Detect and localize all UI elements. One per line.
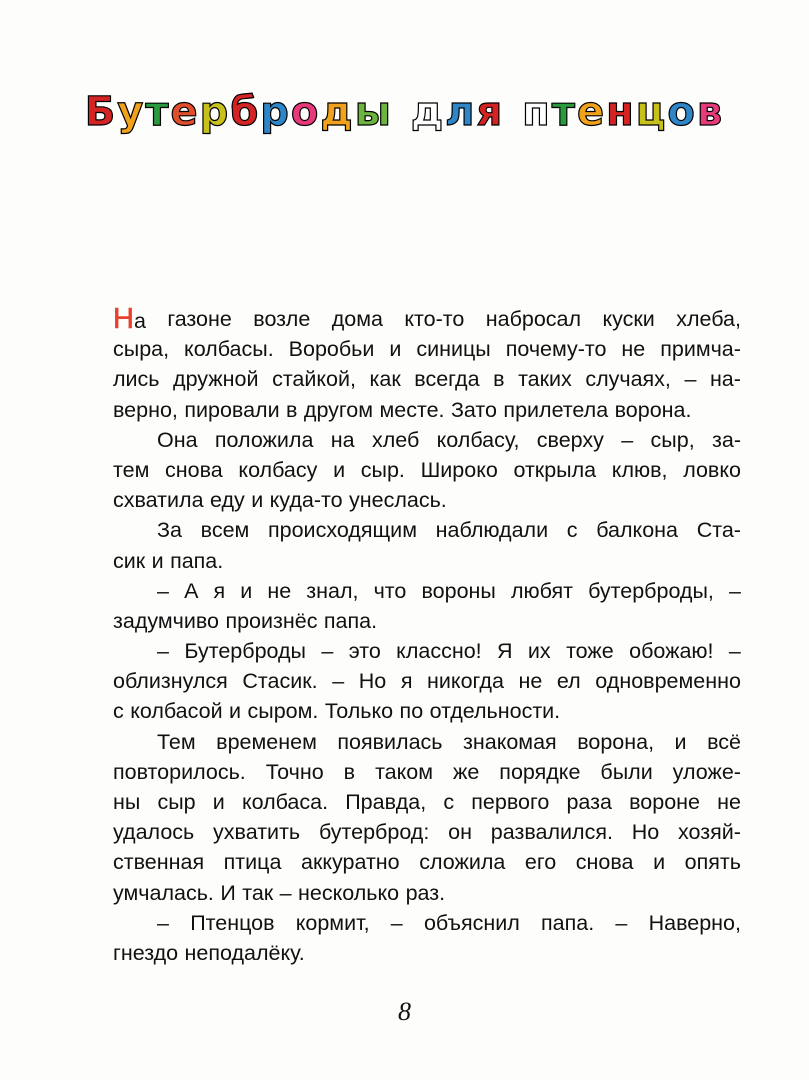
text-line bbox=[113, 878, 741, 908]
word: колбаса. bbox=[241, 790, 329, 814]
word: порядке bbox=[499, 759, 581, 784]
word: дома bbox=[331, 307, 383, 331]
word: задумчиво bbox=[113, 608, 219, 633]
word: и bbox=[212, 790, 225, 814]
word: другом bbox=[303, 397, 374, 422]
word: его bbox=[524, 850, 557, 875]
story-text bbox=[113, 304, 741, 968]
title-letter: д bbox=[320, 89, 355, 135]
word: дружной bbox=[173, 367, 259, 392]
word: не bbox=[518, 669, 543, 694]
word: таком bbox=[375, 759, 434, 784]
word: колбасу bbox=[238, 457, 318, 482]
word: и bbox=[151, 548, 164, 573]
text-line bbox=[113, 847, 741, 877]
title-letter: о bbox=[290, 89, 321, 135]
word: несколько bbox=[298, 880, 400, 905]
word: всё bbox=[707, 729, 741, 754]
word: отдельности. bbox=[429, 699, 561, 724]
word: папа. bbox=[170, 548, 224, 573]
word: в bbox=[343, 759, 356, 784]
word: одновременно bbox=[595, 669, 741, 694]
text-line bbox=[113, 817, 741, 847]
title-space bbox=[504, 92, 522, 132]
word: и bbox=[251, 488, 264, 513]
word: никогда bbox=[427, 669, 504, 694]
word: и bbox=[240, 578, 253, 603]
word: всем bbox=[200, 518, 250, 543]
title-letter: р bbox=[260, 89, 291, 135]
word: появилась bbox=[337, 729, 443, 754]
word: Бутерброды bbox=[184, 639, 307, 664]
word: в bbox=[286, 397, 298, 422]
word: уложе- bbox=[672, 759, 741, 784]
word: обожаю! bbox=[629, 639, 714, 664]
word: за- bbox=[712, 427, 741, 452]
word: Только bbox=[324, 699, 394, 724]
word: – bbox=[279, 880, 292, 905]
word: он bbox=[448, 820, 472, 845]
text-line bbox=[113, 757, 741, 787]
text-line bbox=[113, 606, 741, 636]
word: ухватить bbox=[213, 820, 301, 845]
word: почему-то bbox=[505, 337, 607, 362]
word: с bbox=[566, 518, 578, 543]
word: случаях, bbox=[585, 367, 671, 392]
word: и bbox=[389, 337, 402, 362]
word: пировали bbox=[184, 397, 280, 422]
word: вороны bbox=[421, 578, 496, 603]
word: аккуратно bbox=[301, 850, 400, 875]
word: возле bbox=[253, 307, 311, 331]
word: сложила bbox=[419, 850, 506, 875]
text-line bbox=[113, 666, 741, 696]
word: Широко bbox=[420, 457, 498, 482]
word: снова bbox=[575, 850, 634, 875]
drop-cap: Н bbox=[113, 303, 134, 335]
text-line bbox=[113, 636, 741, 666]
word: умчалась. bbox=[113, 880, 214, 905]
title-letter: т bbox=[551, 89, 577, 135]
word: – bbox=[332, 669, 345, 694]
word: месте. bbox=[379, 397, 445, 422]
word: не bbox=[717, 790, 741, 814]
title-letter: н bbox=[606, 89, 636, 135]
word: – bbox=[157, 910, 169, 935]
word: раз. bbox=[405, 880, 446, 905]
text-line bbox=[113, 304, 741, 334]
word: что bbox=[373, 578, 407, 603]
word: синицы bbox=[416, 337, 491, 362]
word: временем bbox=[216, 729, 317, 754]
word: – bbox=[390, 910, 403, 935]
word: на- bbox=[709, 367, 741, 392]
word: клюв, bbox=[611, 457, 668, 482]
title-letter: ы bbox=[354, 89, 393, 135]
word: куда-то bbox=[269, 488, 343, 513]
word: любят bbox=[510, 578, 573, 603]
word: Ста- bbox=[696, 518, 741, 543]
word: птица bbox=[223, 850, 282, 875]
word: как bbox=[369, 367, 401, 392]
word: классно! bbox=[396, 639, 482, 664]
word: ственная bbox=[113, 850, 205, 875]
title-letter: е bbox=[576, 89, 607, 135]
word: За bbox=[157, 518, 182, 543]
word: Она bbox=[157, 427, 198, 452]
word: балкона bbox=[596, 518, 678, 543]
word: сыр, bbox=[650, 427, 695, 452]
word: хлеба, bbox=[676, 307, 741, 331]
word: вороне bbox=[629, 790, 700, 814]
word: верно, bbox=[113, 397, 178, 422]
word: облизнулся bbox=[113, 669, 228, 694]
word: А bbox=[184, 578, 199, 603]
text-line bbox=[113, 395, 741, 425]
text-line bbox=[113, 485, 741, 515]
word: гнездо bbox=[113, 940, 179, 965]
word: я bbox=[213, 578, 226, 603]
word: – bbox=[684, 367, 697, 392]
title-letter: п bbox=[522, 89, 552, 135]
title-letter: е bbox=[170, 89, 200, 135]
title-letter: л bbox=[445, 89, 477, 135]
word: колбасой bbox=[130, 699, 223, 724]
word: знал, bbox=[306, 578, 359, 603]
word: не bbox=[267, 578, 292, 603]
word: в bbox=[493, 367, 505, 392]
word: раза bbox=[566, 790, 612, 814]
word: сверху bbox=[536, 427, 604, 452]
word: и bbox=[229, 699, 242, 724]
word: знакомая bbox=[463, 729, 557, 754]
word: сыр bbox=[157, 790, 196, 814]
word: на bbox=[330, 427, 355, 452]
word: были bbox=[600, 759, 653, 784]
word: тем bbox=[113, 457, 150, 482]
text-line bbox=[113, 455, 741, 485]
word: таких bbox=[518, 367, 572, 392]
word: Но bbox=[631, 820, 660, 845]
word: Тем bbox=[157, 729, 196, 754]
word: с bbox=[113, 699, 124, 724]
word: ны bbox=[113, 790, 141, 814]
text-line bbox=[113, 576, 741, 606]
word: снова bbox=[165, 457, 223, 482]
word: ел bbox=[556, 669, 581, 694]
word: Я bbox=[497, 639, 513, 664]
word: Птенцов bbox=[190, 910, 275, 935]
title-letter: Б bbox=[84, 89, 118, 135]
word: развалился. bbox=[490, 820, 613, 845]
text-line bbox=[113, 334, 741, 364]
word: это bbox=[348, 639, 381, 664]
word: набросал bbox=[485, 307, 582, 331]
word: и bbox=[653, 850, 666, 875]
word: Зато bbox=[450, 397, 497, 422]
word: колбасу, bbox=[436, 427, 520, 452]
word: И bbox=[220, 880, 236, 905]
word: ворона, bbox=[577, 729, 655, 754]
title-letter: т bbox=[145, 89, 171, 135]
word: кто-то bbox=[404, 307, 465, 331]
word: всегда bbox=[414, 367, 480, 392]
word: с bbox=[443, 790, 455, 814]
text-line bbox=[113, 908, 741, 938]
word: и bbox=[333, 457, 346, 482]
title-letter: о bbox=[667, 89, 697, 135]
word: же bbox=[452, 759, 480, 784]
word: первого bbox=[471, 790, 550, 814]
title-letter: д bbox=[410, 89, 446, 135]
word: – bbox=[728, 639, 741, 664]
word: бутерброды, bbox=[588, 578, 714, 603]
word: неподалёку. bbox=[184, 940, 305, 965]
word: Правда, bbox=[345, 790, 427, 814]
text-line bbox=[113, 546, 741, 576]
word: куски bbox=[602, 307, 655, 331]
word: папа. bbox=[541, 910, 595, 935]
word: Но bbox=[358, 669, 387, 694]
word: Наверно, bbox=[648, 910, 741, 935]
title-letter: я bbox=[476, 89, 505, 135]
word: не bbox=[621, 337, 646, 362]
word: бутерброд: bbox=[318, 820, 430, 845]
text-line bbox=[113, 696, 741, 726]
word: сыром. bbox=[247, 699, 319, 724]
word: открыла bbox=[513, 457, 597, 482]
word: сыра, bbox=[113, 337, 170, 362]
word: схватила bbox=[113, 488, 204, 513]
word: кормит, bbox=[295, 910, 370, 935]
word: Воробьи bbox=[288, 337, 375, 362]
text-line bbox=[113, 364, 741, 394]
title-letter: ц bbox=[635, 89, 668, 135]
word: по bbox=[399, 699, 424, 724]
word: – bbox=[157, 639, 169, 664]
text-line bbox=[113, 425, 741, 455]
word: – bbox=[615, 910, 628, 935]
word: Точно bbox=[265, 759, 324, 784]
word: объяснил bbox=[423, 910, 520, 935]
word: сик bbox=[113, 548, 146, 573]
word: стайкой, bbox=[272, 367, 356, 392]
word: ловко bbox=[683, 457, 741, 482]
word: унеслась. bbox=[349, 488, 447, 513]
word: их bbox=[527, 639, 551, 664]
text-line bbox=[113, 938, 741, 968]
word: наблюдали bbox=[435, 518, 549, 543]
title-letter: р bbox=[199, 89, 231, 135]
word: папа. bbox=[323, 608, 378, 633]
word: прилетела bbox=[503, 397, 609, 422]
page-number: 8 bbox=[398, 997, 411, 1026]
word: хлеб bbox=[371, 427, 420, 452]
word: положила bbox=[214, 427, 314, 452]
word: – bbox=[621, 427, 634, 452]
word: примча- bbox=[660, 337, 741, 362]
word: лись bbox=[113, 367, 160, 392]
word: произнёс bbox=[225, 608, 318, 633]
word: еду bbox=[209, 488, 245, 513]
text-line bbox=[113, 727, 741, 757]
word: колбасы. bbox=[184, 337, 274, 362]
word: я bbox=[400, 669, 413, 694]
word: происходящим bbox=[268, 518, 417, 543]
word: – bbox=[321, 639, 334, 664]
title-letter: в bbox=[696, 89, 725, 135]
word: Стасик. bbox=[242, 669, 318, 694]
title-letter: б bbox=[230, 89, 261, 135]
word: удалось bbox=[113, 820, 195, 845]
text-line bbox=[113, 515, 741, 545]
title-space bbox=[393, 92, 411, 132]
word: опять bbox=[684, 850, 741, 875]
chapter-title bbox=[0, 89, 809, 135]
word: повторилось. bbox=[113, 759, 246, 784]
word: хозяй- bbox=[678, 820, 741, 845]
word: газоне bbox=[167, 307, 232, 331]
word: – bbox=[729, 578, 741, 603]
word: так bbox=[242, 880, 274, 905]
title-letter: у bbox=[117, 89, 146, 135]
word: ворона. bbox=[614, 397, 692, 422]
word: – bbox=[157, 578, 169, 603]
text-line bbox=[113, 787, 741, 817]
word: и bbox=[674, 729, 687, 754]
word: На bbox=[113, 303, 146, 335]
word: сыр. bbox=[360, 457, 405, 482]
word: тоже bbox=[566, 639, 614, 664]
